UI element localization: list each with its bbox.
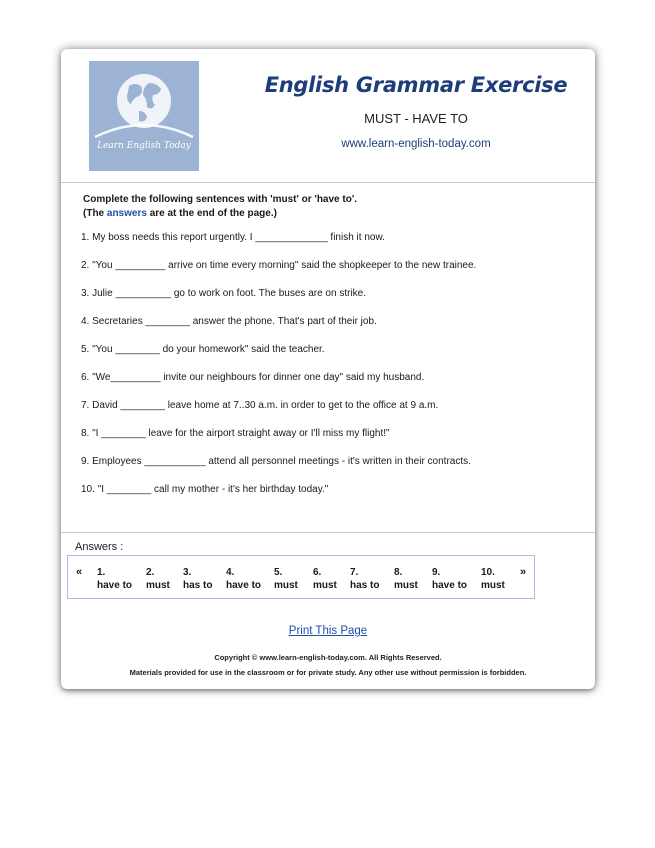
prev-arrow[interactable]: « bbox=[76, 566, 83, 578]
question-item: 8. "I ________ leave for the airport straight away or I'll miss my flight!" bbox=[81, 428, 390, 439]
answer-text: has to bbox=[350, 580, 380, 591]
answer-number: 7. bbox=[350, 567, 359, 578]
exercise-topic: MUST - HAVE TO bbox=[364, 111, 468, 126]
answers-title: Answers : bbox=[75, 541, 124, 553]
instructions-line-1: Complete the following sentences with 'must' or 'have to'. bbox=[83, 194, 357, 205]
answer-number: 9. bbox=[432, 567, 441, 578]
answer-item bbox=[313, 566, 337, 592]
answer-item bbox=[274, 566, 298, 592]
print-page-link[interactable]: Print This Page bbox=[288, 625, 368, 637]
question-item: 6. "We_________ invite our neighbours for dinner one day" said my husband. bbox=[81, 372, 425, 383]
answer-number: 4. bbox=[226, 567, 235, 578]
instructions-line-2 bbox=[83, 207, 357, 221]
instructions bbox=[83, 193, 357, 221]
worksheet-page bbox=[61, 49, 595, 689]
instructions-post: are at the end of the page.) bbox=[146, 208, 277, 219]
answer-number: 10. bbox=[481, 567, 495, 578]
question-item: 1. My boss needs this report urgently. I _____________ finish it now. bbox=[81, 232, 385, 243]
answer-text: has to bbox=[183, 580, 213, 591]
permission-notice: Materials provided for use in the classroom or for private study. Any other use without permission is forbidden. bbox=[129, 668, 527, 677]
answer-number: 1. bbox=[97, 567, 106, 578]
question-item: 7. David ________ leave home at 7..30 a.m. in order to get to the office at 9 a.m. bbox=[81, 400, 439, 411]
answer-item bbox=[481, 566, 505, 592]
answer-item bbox=[146, 566, 170, 592]
question-item: 2. "You _________ arrive on time every morning" said the shopkeeper to the new trainee. bbox=[81, 260, 477, 271]
question-item: 4. Secretaries ________ answer the phone. That's part of their job. bbox=[81, 316, 377, 327]
answer-number: 3. bbox=[183, 567, 192, 578]
answer-item bbox=[394, 566, 418, 592]
answers-box bbox=[67, 555, 535, 599]
header-divider bbox=[61, 182, 595, 183]
answer-number: 2. bbox=[146, 567, 155, 578]
answer-text: must bbox=[274, 580, 298, 591]
question-list bbox=[81, 231, 476, 511]
question-item: 9. Employees ___________ attend all personnel meetings - it's written in their contracts. bbox=[81, 456, 471, 467]
answer-text: have to bbox=[226, 580, 262, 591]
question-item: 3. Julie __________ go to work on foot. The buses are on strike. bbox=[81, 288, 366, 299]
question-item: 5. "You ________ do your homework" said the teacher. bbox=[81, 344, 325, 355]
instructions-pre: (The bbox=[83, 208, 107, 219]
logo-text: Learn English Today bbox=[97, 141, 191, 151]
next-arrow[interactable]: » bbox=[520, 566, 527, 578]
page-title: English Grammar Exercise bbox=[264, 73, 568, 97]
answers-divider bbox=[61, 532, 595, 533]
answer-number: 8. bbox=[394, 567, 403, 578]
answer-text: must bbox=[394, 580, 418, 591]
site-url: www.learn-english-today.com bbox=[341, 138, 491, 150]
answer-item bbox=[97, 566, 132, 592]
answer-text: have to bbox=[432, 580, 468, 591]
answer-text: have to bbox=[97, 580, 133, 591]
answer-text: must bbox=[146, 580, 170, 591]
answer-number: 5. bbox=[274, 567, 283, 578]
answer-text: must bbox=[481, 580, 505, 591]
copyright-notice: Copyright © www.learn-english-today.com. All Rights Reserved. bbox=[214, 653, 442, 662]
answer-number: 6. bbox=[313, 567, 322, 578]
answers-link[interactable]: answers bbox=[106, 208, 147, 219]
answer-item bbox=[183, 566, 212, 592]
answer-item bbox=[350, 566, 379, 592]
answer-item bbox=[226, 566, 261, 592]
question-item: 10. "I ________ call my mother - it's her birthday today." bbox=[81, 484, 329, 495]
answer-item bbox=[432, 566, 467, 592]
answer-text: must bbox=[313, 580, 337, 591]
logo bbox=[89, 61, 199, 171]
globe-icon bbox=[89, 61, 199, 171]
